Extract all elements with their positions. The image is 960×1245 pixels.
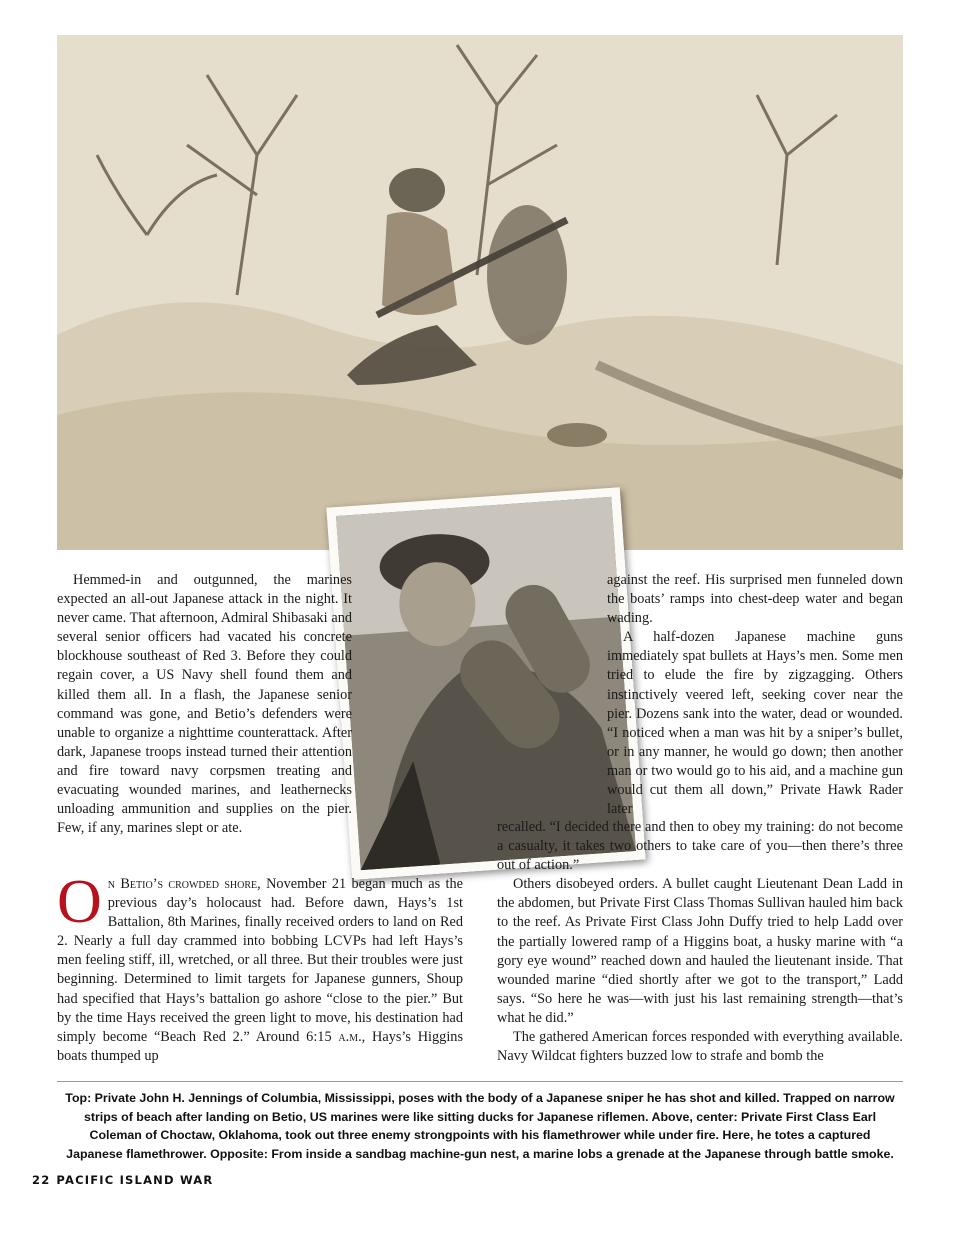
lead-in: n Betio’s crowded shore, bbox=[107, 876, 261, 892]
page-number: 22 bbox=[32, 1173, 51, 1187]
article-paragraph-opener bbox=[57, 868, 464, 1066]
photo-caption: Top: Private John H. Jennings of Columbia, Mississippi, poses with the body of a Japanese sniper he has shot and killed. Trapped on narrow strips of beach after landing on Betio, US marines were like sitting ducks for Japanese riflemen. Above, center: Private First Class Earl Coleman of Choctaw, Oklahoma, took out three enemy strongpoints with his flamethrower while under fire. Here, he totes a captured Japanese flamethrower. Opposite: From inside a sandbag machine-gun nest, a marine lobs a grenade at the Japanese through battle smoke. bbox=[65, 1091, 895, 1161]
paragraph-text-end: , Hays’s Higgins boats thumped up bbox=[57, 1028, 464, 1064]
article-column-right-top bbox=[607, 571, 903, 819]
article-paragraph: recalled. “I decided there and then to obey my training: do not become a casualty, it takes two others to take care of you—then there’s three out of action.” bbox=[497, 819, 903, 874]
article-paragraph: Others disobeyed orders. A bullet caught Lieutenant Dean Ladd in the abdomen, but Private First Class Thomas Sullivan hauled him back to the reef. As Private First Class John Duffy tried to help Ladd over the partially lowered ramp of a Higgins boat, a husky marine with “a gory eye wound” reached down and hauled the lieutenant inside. That wounded marine “died shortly after we got to the transport,” Ladd says. “So here he was—with just his last remaining strength—that’s what he did.” bbox=[497, 876, 903, 1026]
article-paragraph: A half-dozen Japanese machine guns immediately spat bullets at Hays’s men. Some men tried to elude the fire by zigzagging. Others instinctively veered left, seeking cover near the pier. Dozens sank into the water, dead or wounded. “I noticed when a man was hit by a sniper’s bullet, or in any manner, he would go down; then another man or two would go to his aid, and a machine gun would cut them all down,” Private Hawk Rader later bbox=[607, 629, 903, 818]
article-paragraph: against the reef. His surprised men funneled down the boats’ ramps into chest-deep water and began wading. bbox=[607, 572, 903, 627]
article-column-left-top bbox=[57, 571, 352, 838]
article-paragraph: Hemmed-in and outgunned, the marines expected an all-out Japanese attack in the night. It never came. That afternoon, Admiral Shibasaki and several senior officers had vacated his concrete blockhouse southeast of Red 3. Before they could regain cover, a US Navy shell found them and killed them all. In a flash, the Japanese senior command was gone, and Betio’s defenders were unable to organize a nighttime counterattack. After dark, Japanese troops instead turned their attention and fire toward navy corpsmen treating and evacuating wounded marines, and leathernecks unloading ammunition and supplies on the pier. Few, if any, marines slept or ate. bbox=[57, 572, 352, 837]
photo-marine-with-rifle-icon bbox=[57, 35, 903, 550]
paragraph-text: November 21 began much as the previous day’s holocaust had. Before dawn, Hays’s 1st Battalion, 8th Marines, finally received orders to land on Red 2. Nearly a full day crammed into bobbing LCVPs had left Hays’s men feeling stiff, ill, wretched, or all three. But their troubles were just beginning. Determined to limit targets for Japanese gunners, Shoup had specified that Hays’s battalion go ashore “close to the pier.” But by the time Hays received the green light to move, his destination had simply become “Beach Red 2.” Around 6:15 bbox=[57, 876, 463, 1045]
article-column-right-bottom bbox=[497, 818, 903, 1066]
page-folio bbox=[32, 1173, 213, 1187]
caption-divider bbox=[57, 1081, 903, 1082]
photo-marine-with-flamethrower-icon bbox=[336, 497, 636, 870]
time-suffix: a.m. bbox=[338, 1028, 362, 1045]
article-column-left-bottom bbox=[57, 868, 464, 1066]
drop-cap: O bbox=[57, 868, 102, 936]
top-photo bbox=[57, 35, 903, 550]
section-title: PACIFIC ISLAND WAR bbox=[56, 1173, 214, 1187]
article-paragraph: The gathered American forces responded with everything available. Navy Wildcat fighters buzzed low to strafe and bomb the bbox=[497, 1029, 903, 1065]
